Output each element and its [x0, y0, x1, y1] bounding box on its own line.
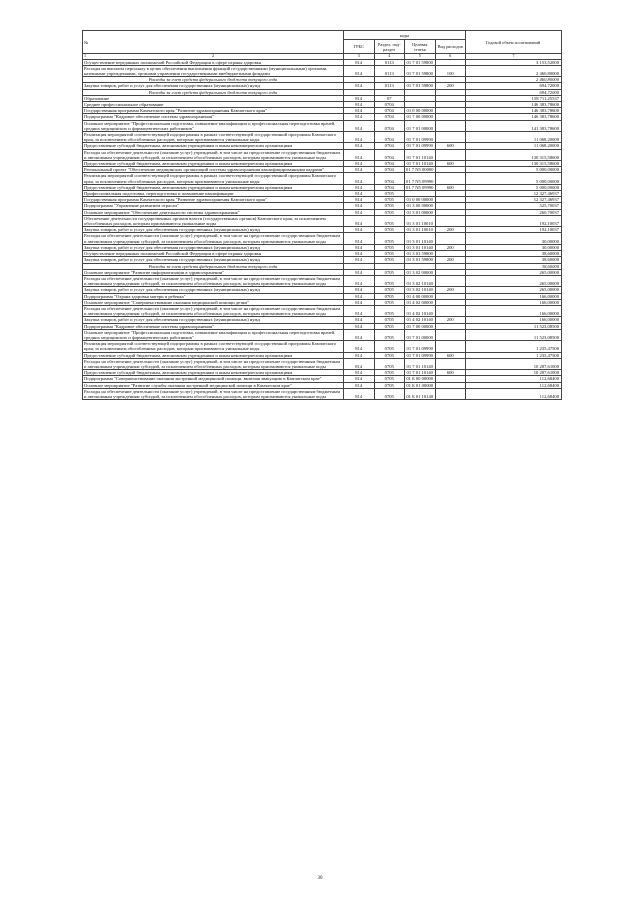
cell-vr: 100: [435, 65, 466, 76]
cell-grbs: 814: [344, 382, 375, 388]
cell-grbs: 814: [344, 358, 375, 369]
cell-name: Закупка товаров, работ и услуг для обеспечения государственных (муниципальных) нужд: [83, 83, 344, 89]
cell-cs: 01 0 00 00000: [405, 197, 436, 203]
cell-sum: 112,68400: [466, 376, 562, 382]
cell-grbs: 814: [344, 203, 375, 209]
cell-vr: [435, 341, 466, 352]
table-row: [83, 65, 562, 76]
cell-grbs: 814: [344, 341, 375, 352]
cell-name: Закупка товаров, работ и услуг для обеспечения государственных (муниципальных) нужд: [83, 257, 344, 263]
header-index-4: 4: [374, 54, 405, 60]
cell-cs: 01 7 N5 09990: [405, 173, 436, 184]
cell-name: Реализация мероприятий соответствующей подпрограммы в рамках соответствующей государственной программы Камчатского края, за исключением обособленных расходов, которым присваиваются уникальные коды: [83, 173, 344, 184]
cell-rz: 0705: [374, 382, 405, 388]
table-row: [83, 149, 562, 160]
cell-cs: 01 4 02 10140: [405, 317, 436, 323]
table-row: [83, 173, 562, 184]
cell-grbs: 814: [344, 329, 375, 340]
cell-grbs: 814: [344, 65, 375, 76]
cell-rz: 0705: [374, 388, 405, 399]
cell-grbs: 814: [344, 293, 375, 299]
header-index-7: 7: [466, 54, 562, 60]
cell-name: Закупка товаров, работ и услуг для обеспечения государственных (муниципальных) нужд: [83, 244, 344, 250]
cell-sum: 30,00000: [466, 244, 562, 250]
cell-vr: [435, 358, 466, 369]
cell-sum: 38,60000: [466, 251, 562, 257]
cell-grbs: 814: [344, 370, 375, 376]
cell-sum: 694,72000: [466, 89, 562, 95]
header-num: №: [83, 31, 344, 54]
cell-sum: 141 383,78600: [466, 120, 562, 131]
cell-rz: 0705: [374, 191, 405, 197]
table-row: [83, 233, 562, 244]
cell-rz: 0705: [374, 251, 405, 257]
table-row: [83, 358, 562, 369]
cell-sum: 12 327,46937: [466, 191, 562, 197]
cell-cs: 01 7 01 00000: [405, 329, 436, 340]
cell-grbs: 814: [344, 257, 375, 263]
cell-rz: 0705: [374, 358, 405, 369]
cell-grbs: 814: [344, 114, 375, 120]
cell-rz: 0705: [374, 370, 405, 376]
cell-cs: 01 0 00 00000: [405, 108, 436, 114]
cell-cs: 01 7 01 09990: [405, 132, 436, 143]
cell-rz: 0705: [374, 233, 405, 244]
cell-sum: 112,68400: [466, 388, 562, 399]
cell-sum: 265,00000: [466, 275, 562, 286]
cell-rz: 0704: [374, 132, 405, 143]
cell-name: Основное мероприятие "Развитие информатизации в здравоохранении": [83, 269, 344, 275]
cell-name: Расходы на обеспечение деятельности (оказание услуг) учреждений, в том числе на предоставление государственным бюджетным и автономным учреждениям субсидий, за исключением обособленных расходов, которым присваиваются уникальные коды: [83, 233, 344, 244]
header-sum: Годовой объем ассигнований: [466, 31, 562, 54]
cell-grbs: 814: [344, 287, 375, 293]
table-body: [83, 59, 562, 400]
cell-sum: 5 000,00000: [466, 167, 562, 173]
cell-cs: 01 7 01 09990: [405, 143, 436, 149]
cell-grbs: 814: [344, 376, 375, 382]
cell-name: Основное мероприятие "Совершенствование оказания медицинской помощи детям": [83, 299, 344, 305]
cell-cs: 01 3 02 00000: [405, 269, 436, 275]
cell-grbs: 814: [344, 197, 375, 203]
cell-cs: 01 7 00 00000: [405, 114, 436, 120]
cell-grbs: 814: [344, 161, 375, 167]
cell-sum: 112,68400: [466, 382, 562, 388]
cell-name: Расходы на обеспечение деятельности (оказание услуг) учреждений, в том числе на предоставление государственным бюджетным и автономным учреждениям субсидий, за исключением обособленных расходов, которым присваиваются уникальные коды: [83, 388, 344, 399]
cell-grbs: 814: [344, 299, 375, 305]
cell-cs: 01 3 01 00000: [405, 209, 436, 215]
cell-sum: 192,10037: [466, 227, 562, 233]
cell-cs: 01 3 01 10010: [405, 227, 436, 233]
cell-rz: 0705: [374, 197, 405, 203]
cell-name: Предоставление субсидий бюджетным, автономным учреждениям и иным некоммерческим организациям: [83, 370, 344, 376]
cell-grbs: 814: [344, 173, 375, 184]
cell-rz: 0113: [374, 83, 405, 89]
cell-cs: 01 3 01 59800: [405, 251, 436, 257]
cell-rz: 0705: [374, 329, 405, 340]
cell-vr: [435, 305, 466, 316]
cell-cs: 01 4 02 10140: [405, 305, 436, 316]
cell-name: Расходы на обеспечение деятельности (оказание услуг) учреждений, в том числе на предоставление государственным бюджетным и автономным учреждениям субсидий, за исключением обособленных расходов, которым присваиваются уникальные коды: [83, 149, 344, 160]
cell-sum: 10 287,61000: [466, 370, 562, 376]
cell-cs: 01 Б 01 10140: [405, 388, 436, 399]
cell-vr: [435, 149, 466, 160]
cell-grbs: 814: [344, 132, 375, 143]
cell-rz: 0705: [374, 287, 405, 293]
cell-grbs: 814: [344, 120, 375, 131]
cell-sum: 1 235,47500: [466, 341, 562, 352]
cell-cs: 01 7 01 09990: [405, 341, 436, 352]
budget-table-sheet: [82, 30, 562, 400]
table-header: [83, 31, 562, 60]
cell-sum: 260,70037: [466, 209, 562, 215]
table-row: [83, 329, 562, 340]
cell-sum: 525,70037: [466, 203, 562, 209]
cell-vr: [435, 275, 466, 286]
cell-vr: 600: [435, 143, 466, 149]
header-index-6: 6: [435, 54, 466, 60]
cell-sum: 11 068,20000: [466, 132, 562, 143]
cell-sum: 146 383,78600: [466, 108, 562, 114]
cell-name: Предоставление субсидий бюджетным, автономным учреждениям и иным некоммерческим организациям: [83, 352, 344, 358]
cell-grbs: 814: [344, 215, 375, 226]
cell-rz: 0705: [374, 275, 405, 286]
cell-rz: 0705: [374, 269, 405, 275]
cell-cs: 01 3 02 10140: [405, 275, 436, 286]
cell-cs: 01 7 00 00000: [405, 323, 436, 329]
cell-vr: [435, 215, 466, 226]
cell-rz: 0704: [374, 114, 405, 120]
cell-name: Основное мероприятие "Развитие службы оказания экстренной медицинской помощи в Камчатском крае": [83, 382, 344, 388]
cell-name: Расходы на выплаты персоналу в целях обеспечения выполнения функций государственными (муниципальными) органами, казенными учреждениями, органами управления государственными внебюджетными фондами: [83, 65, 344, 76]
cell-cs: 01 4 00 00000: [405, 293, 436, 299]
table-row: [83, 341, 562, 352]
cell-cs: 01 Б 00 00000: [406, 376, 434, 382]
cell-cs: 01 7 01 00000: [405, 120, 436, 131]
cell-name: Предоставление субсидий бюджетным, автономным учреждениям и иным некоммерческим организациям: [83, 143, 344, 149]
cell-vr: [435, 173, 466, 184]
cell-grbs: 814: [344, 149, 375, 160]
cell-rz: 0705: [374, 293, 405, 299]
cell-cs: 01 4 02 00000: [405, 299, 436, 305]
cell-cs: 01 7 01 10140: [405, 358, 436, 369]
cell-rz: 0705: [374, 257, 405, 263]
cell-name: Предоставление субсидий бюджетным, автономным учреждениям и иным некоммерческим организациям: [83, 161, 344, 167]
table-row: [83, 275, 562, 286]
cell-cs: 01 7 01 59800: [405, 59, 436, 65]
cell-rz: 0705: [374, 352, 405, 358]
cell-rz: 0704: [374, 108, 405, 114]
cell-sum: 38,60000: [466, 257, 562, 263]
cell-cs: 01 3 01 10140: [405, 233, 436, 244]
cell-vr: 200: [435, 227, 466, 233]
cell-grbs: 814: [344, 59, 375, 65]
table-row: [83, 388, 562, 399]
cell-grbs: 814: [344, 102, 375, 108]
cell-grbs: 814: [344, 317, 375, 323]
cell-name: Расходы на обеспечение деятельности (оказание услуг) учреждений, в том числе на предоставление государственным бюджетным и автономным учреждениям субсидий, за исключением обособленных расходов, которым присваиваются уникальные коды: [83, 275, 344, 286]
cell-cs: 01 3 01 59800: [405, 257, 436, 263]
cell-sum: 11 523,08500: [466, 329, 562, 340]
cell-grbs: 814: [344, 191, 375, 197]
cell-sum: 130 315,58600: [466, 149, 562, 160]
cell-vr: 600: [435, 161, 466, 167]
cell-name: Среднее профессиональное образование: [83, 102, 344, 108]
cell-rz: 0705: [374, 244, 405, 250]
cell-name: Закупка товаров, работ и услуг для обеспечения государственных (муниципальных) нужд: [83, 227, 344, 233]
page-number: 30: [317, 876, 323, 881]
header-index-5: 5: [405, 54, 436, 60]
cell-sum: 11 068,20000: [466, 143, 562, 149]
cell-grbs: 814: [344, 323, 375, 329]
cell-cs: 01 7 01 10140: [405, 161, 436, 167]
cell-name: Подпрограмма "Охрана здоровья матери и ребенка": [83, 293, 344, 299]
cell-rz: 0705: [374, 317, 405, 323]
cell-sum: 11 523,08500: [466, 323, 562, 329]
cell-name: Основное мероприятие "Профессиональная подготовка, повышение квалификации и профессиональная переподготовка врачей, средних медицинских и фармацевтических работников": [83, 329, 344, 340]
header-rz: Раздел, под-раздел: [374, 40, 405, 54]
cell-sum: 694,72000: [466, 83, 562, 89]
cell-vr: 200: [435, 317, 466, 323]
cell-grbs: 814: [344, 305, 375, 316]
header-cs: Целевая статья: [405, 40, 436, 54]
cell-vr: [435, 388, 466, 399]
cell-sum: 5 000,00000: [466, 184, 562, 190]
cell-cs: 01 7 01 59800: [405, 65, 436, 76]
cell-grbs: 814: [344, 209, 375, 215]
cell-name: Основное мероприятие "Обеспечение деятельности системы здравоохранения": [83, 209, 344, 215]
cell-sum: 12 327,46937: [466, 197, 562, 203]
cell-grbs: 814: [344, 269, 375, 275]
cell-vr: [435, 233, 466, 244]
cell-sum: 2 460,80000: [466, 65, 562, 76]
header-codes: коды: [344, 31, 466, 40]
cell-rz: 0705: [374, 305, 405, 316]
cell-sum: 2 460,80000: [466, 77, 562, 83]
cell-name: Подпрограмма "Совершенствование оказания экстренной медицинской помощи, включая эвакуацию в Камчатском крае": [83, 376, 344, 382]
cell-cs: 01 7 01 10140: [405, 370, 436, 376]
cell-sum: 166,00000: [466, 317, 562, 323]
cell-rz: 0704: [374, 184, 405, 190]
cell-rz: 07: [374, 95, 405, 101]
cell-cs: 01 7 01 59800: [405, 83, 436, 89]
cell-vr: [435, 132, 466, 143]
cell-cs: 01 3 01 10010: [405, 215, 436, 226]
cell-rz: 0704: [374, 173, 405, 184]
cell-vr: 600: [435, 352, 466, 358]
cell-sum: 265,00000: [466, 287, 562, 293]
cell-sum: 5 000,00000: [466, 173, 562, 184]
cell-name: Профессиональная подготовка, переподготовка и повышение квалификации: [83, 191, 344, 197]
cell-sum: 166,00000: [466, 299, 562, 305]
cell-rz: 0705: [374, 323, 405, 329]
cell-rz: 0704: [374, 167, 405, 173]
cell-name: Расходы за счет средств федерального бюджета текущего года: [83, 89, 344, 95]
cell-name: Государственная программа Камчатского края "Развитие здравоохранения Камчатского края": [83, 108, 344, 114]
cell-cs: 01 3 02 10140: [405, 287, 436, 293]
cell-name: Предоставление субсидий бюджетным, автономным учреждениям и иным некоммерческим организациям: [83, 184, 344, 190]
cell-rz: 0705: [374, 215, 405, 226]
cell-cs: 01 7 01 10140: [405, 149, 436, 160]
cell-sum: 146 383,78600: [466, 114, 562, 120]
cell-grbs: 814: [344, 167, 375, 173]
header-vr: Вид расходов: [435, 40, 466, 54]
cell-grbs: 814: [344, 251, 375, 257]
cell-vr: 200: [435, 83, 466, 89]
cell-rz: 0704: [374, 149, 405, 160]
cell-name: Реализация мероприятий соответствующей подпрограммы в рамках соответствующей государственной программы Камчатского края, за исключением обособленных расходов, которым присваиваются уникальные коды: [83, 341, 344, 352]
cell-rz: 0113: [374, 59, 405, 65]
cell-rz: 0704: [374, 143, 405, 149]
cell-name: Закупка товаров, работ и услуг для обеспечения государственных (муниципальных) нужд: [83, 287, 344, 293]
cell-vr: 600: [435, 370, 466, 376]
cell-rz: 0705: [374, 299, 405, 305]
cell-sum: 30,00000: [466, 233, 562, 244]
header-index-3: 3: [344, 54, 375, 60]
cell-cs: 01 Б 01 00000: [406, 382, 434, 388]
cell-rz: 0704: [374, 102, 405, 108]
cell-name: Закупка товаров, работ и услуг для обеспечения государственных (муниципальных) нужд: [83, 317, 344, 323]
budget-table: [82, 30, 562, 400]
cell-sum: 192,10037: [466, 215, 562, 226]
cell-rz: 0705: [374, 376, 405, 382]
cell-sum: 1 235,47500: [466, 352, 562, 358]
cell-name: Реализация мероприятий соответствующей подпрограммы в рамках соответствующей государственной программы Камчатского края, за исключением обособленных расходов, которым присваиваются уникальные коды: [83, 132, 344, 143]
cell-grbs: 814: [344, 83, 375, 89]
cell-name: Подпрограмма "Кадровое обеспечение системы здравоохранения": [83, 114, 344, 120]
cell-name: Образование: [83, 95, 344, 101]
cell-sum: 10 287,61000: [466, 358, 562, 369]
cell-grbs: 814: [344, 275, 375, 286]
cell-grbs: 814: [344, 227, 375, 233]
cell-vr: [435, 329, 466, 340]
cell-sum: 166,00000: [466, 293, 562, 299]
cell-name: Осуществление переданных полномочий Российской Федерации в сфере охраны здоровья: [83, 251, 344, 257]
cell-sum: 3 153,52000: [466, 59, 562, 65]
cell-rz: 0704: [374, 120, 405, 131]
cell-name: Расходы за счет средств федерального бюджета текущего года: [83, 77, 344, 83]
cell-cs: 01 3 00 00000: [405, 203, 436, 209]
cell-name: Расходы на обеспечение деятельности (оказание услуг) учреждений, в том числе на предоставление государственным бюджетным и автономным учреждениям субсидий, за исключением обособленных расходов, которым присваиваются уникальные коды: [83, 358, 344, 369]
cell-name: Подпрограмма "Управление развитием отрасли": [83, 203, 344, 209]
cell-rz: 0705: [374, 203, 405, 209]
cell-sum: 265,00000: [466, 269, 562, 275]
cell-rz: 0704: [374, 161, 405, 167]
cell-name: Осуществление переданных полномочий Российской Федерации в сфере охраны здоровья: [83, 59, 344, 65]
cell-rz: 0705: [374, 227, 405, 233]
cell-grbs: 814: [344, 108, 375, 114]
cell-vr: 200: [435, 244, 466, 250]
cell-sum: 158 711,25537: [466, 95, 562, 101]
cell-vr: 600: [435, 184, 466, 190]
header-index-1-2: 1 2: [83, 54, 344, 60]
cell-grbs: 814: [344, 143, 375, 149]
cell-sum: 130 315,58600: [466, 161, 562, 167]
cell-grbs: 814: [344, 352, 375, 358]
table-row: [83, 305, 562, 316]
cell-grbs: 814: [344, 244, 375, 250]
header-grbs: ГРБС: [344, 40, 375, 54]
cell-sum: 166,00000: [466, 305, 562, 316]
cell-cs: 01 7 01 09990: [405, 352, 436, 358]
table-row: [83, 120, 562, 131]
cell-rz: 0705: [374, 209, 405, 215]
cell-name: Государственная программа Камчатского края "Развитие здравоохранения Камчатского края": [83, 197, 344, 203]
cell-sum: 146 383,78600: [466, 102, 562, 108]
cell-name: Расходы на обеспечение деятельности (оказание услуг) учреждений, в том числе на предоставление государственным бюджетным и автономным учреждениям субсидий, за исключением обособленных расходов, которым присваиваются уникальные коды: [83, 305, 344, 316]
table-row: [83, 215, 562, 226]
cell-grbs: 814: [344, 184, 375, 190]
cell-name: Основное мероприятие "Профессиональная подготовка, повышение квалификации и профессиональная переподготовка врачей, средних медицинских и фармацевтических работников": [83, 120, 344, 131]
cell-name: Подпрограмма "Кадровое обеспечение системы здравоохранения": [83, 323, 344, 329]
cell-grbs: 814: [344, 233, 375, 244]
cell-grbs: 814: [344, 388, 375, 399]
table-row: [83, 132, 562, 143]
cell-name: Обеспечение деятельности государственных органов власти (государственных органов) Камчатского края, за исключением обособленных расходов, которым присваиваются уникальные коды: [83, 215, 344, 226]
cell-cs: 01 7 N5 00000: [406, 167, 434, 173]
cell-name: Региональный проект "Обеспечение медицинских организаций системы здравоохранения квалифицированными кадрами": [83, 167, 344, 173]
cell-cs: 01 7 N5 09990: [406, 184, 434, 190]
cell-cs: 01 3 01 10140: [405, 244, 436, 250]
cell-vr: 200: [435, 287, 466, 293]
cell-rz: 0705: [374, 341, 405, 352]
cell-vr: [435, 120, 466, 131]
cell-grbs: 814: [344, 95, 375, 101]
cell-rz: 0113: [374, 65, 405, 76]
cell-sum: 38,60000: [466, 263, 562, 269]
cell-vr: 200: [435, 257, 466, 263]
cell-name: Расходы за счет средств федерального бюджета текущего года: [83, 263, 344, 269]
